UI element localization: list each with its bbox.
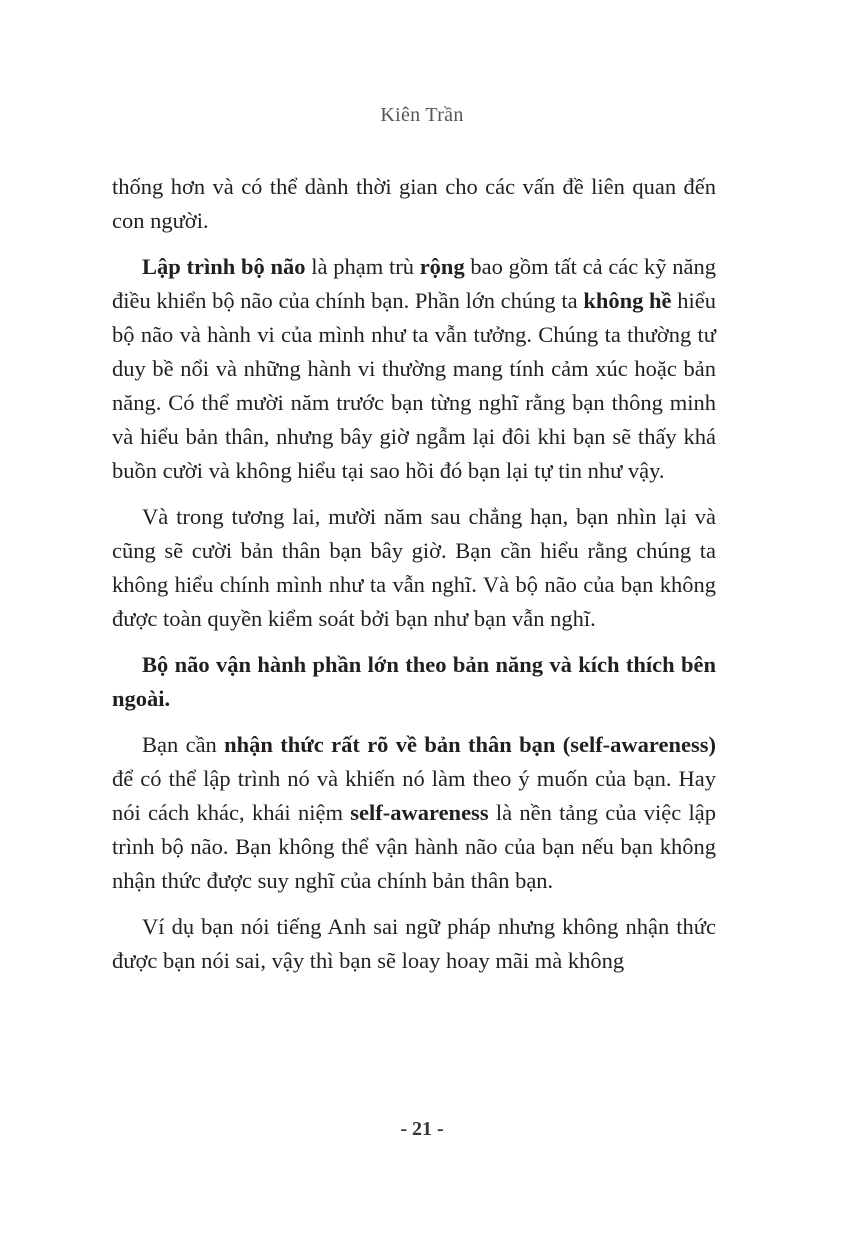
bold-term: rộng <box>419 254 465 279</box>
paragraph-example: Ví dụ bạn nói tiếng Anh sai ngữ pháp nhưng không nhận thức được bạn nói sai, vậy thì bạn sẽ loay hoay mãi mà không <box>112 914 716 973</box>
bold-term: Lập trình bộ não <box>142 254 306 279</box>
page-number: - 21 - <box>400 1118 444 1140</box>
paragraph-brain-programming: Lập trình bộ não là phạm trù rộng bao gồm tất cả các kỹ năng điều khiển bộ não của chính bạn. Phần lớn chúng ta không hề hiểu bộ não và hành vi của mình như ta vẫn tưởng. Chúng ta thường tư duy bề nổi và những hành vi thường mang tính cảm xúc hoặc bản năng. Có thể mười năm trước bạn từng nghĩ rằng bạn thông minh và hiểu bản thân, nhưng bây giờ ngẫm lại đôi khi bạn sẽ thấy khá buồn cười và không hiểu tại sao hồi đó bạn lại tự tin như vậy. <box>112 254 716 483</box>
body-text <box>112 170 716 990</box>
bold-term: nhận thức rất rõ về bản thân bạn (self-awareness) <box>224 732 716 757</box>
paragraph-bold-statement: Bộ não vận hành phần lớn theo bản năng và kích thích bên ngoài. <box>112 652 716 711</box>
bold-term: không hề <box>583 288 672 313</box>
bold-term: self-awareness <box>350 800 489 825</box>
paragraph-self-awareness: Bạn cần nhận thức rất rõ về bản thân bạn (self-awareness) để có thể lập trình nó và khiến nó làm theo ý muốn của bạn. Hay nói cách khác, khái niệm self-awareness là nền tảng của việc lập trình bộ não. Bạn không thể vận hành não của bạn nếu bạn không nhận thức được suy nghĩ của chính bản thân bạn. <box>112 732 716 893</box>
paragraph-future: Và trong tương lai, mười năm sau chẳng hạn, bạn nhìn lại và cũng sẽ cười bản thân bạn bây giờ. Bạn cần hiểu rằng chúng ta không hiểu chính mình như ta vẫn nghĩ. Và bộ não của bạn không được toàn quyền kiểm soát bởi bạn như bạn vẫn nghĩ. <box>112 504 716 631</box>
running-header-author: Kiên Trần <box>380 104 464 126</box>
paragraph-continuation: thống hơn và có thể dành thời gian cho các vấn đề liên quan đến con người. <box>112 174 716 233</box>
